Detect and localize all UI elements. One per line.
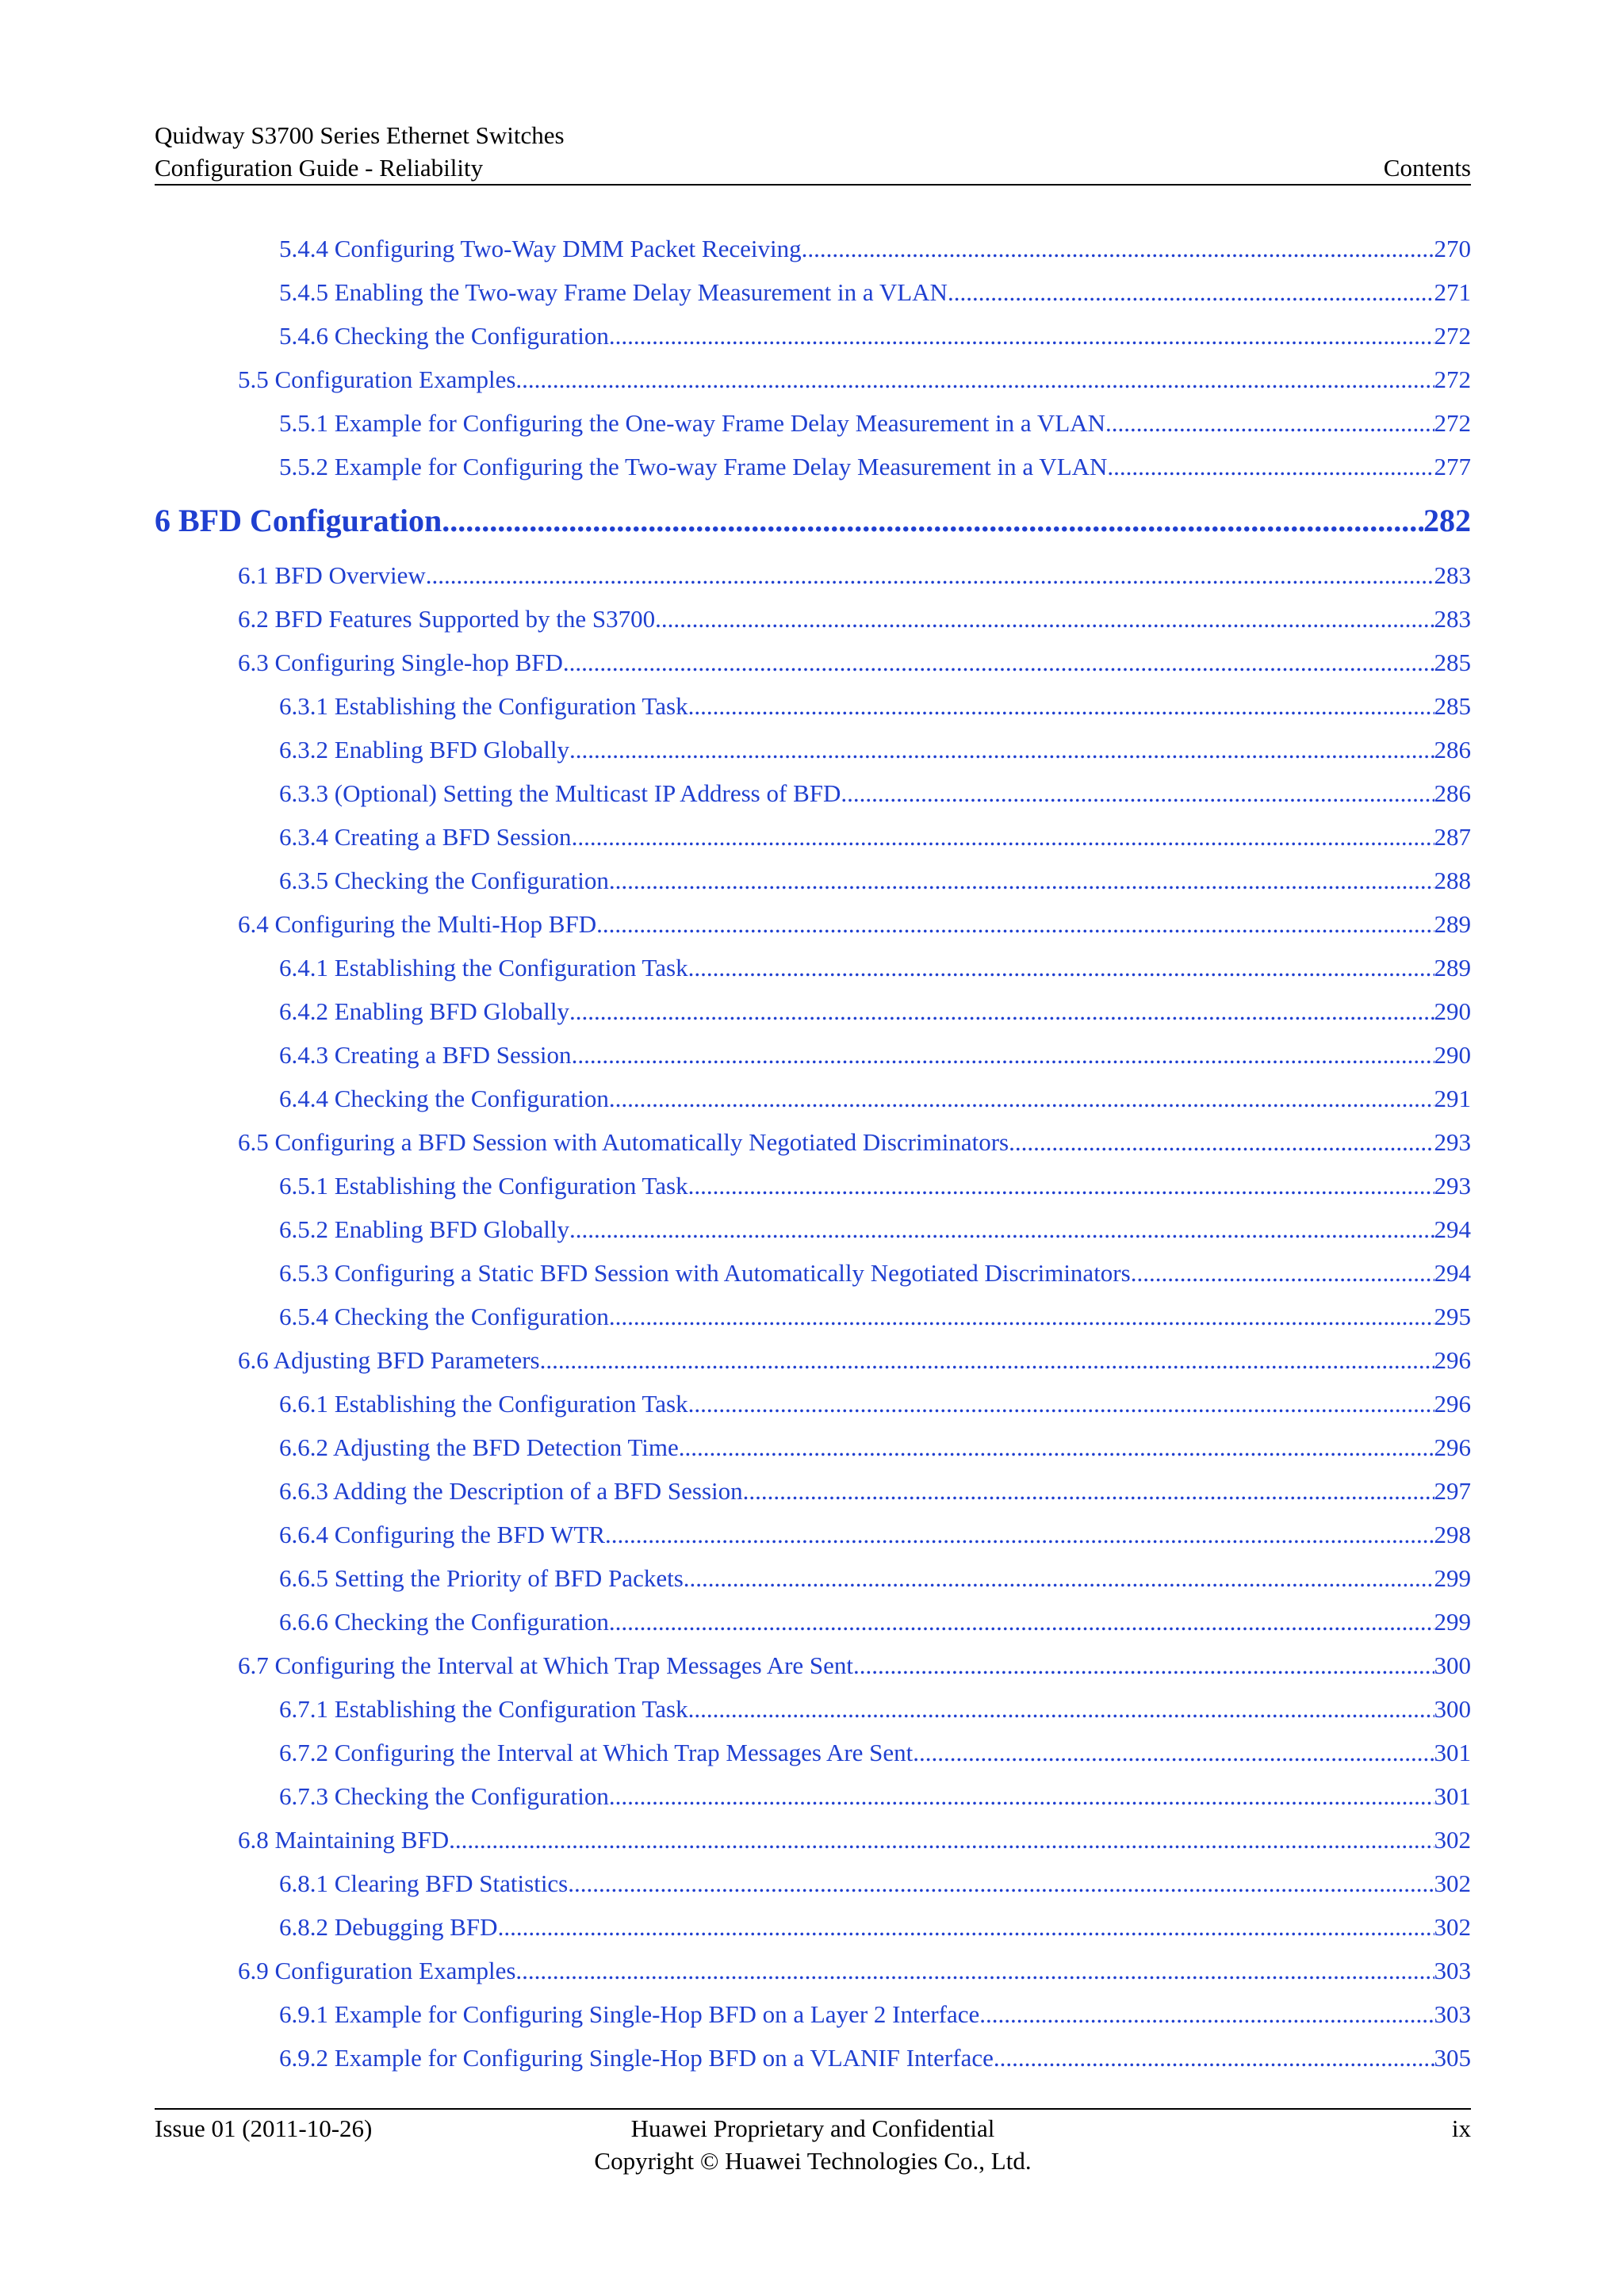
toc-entry-link[interactable] <box>155 401 1471 445</box>
toc-page-number: 300 <box>1434 1695 1471 1723</box>
toc-entry-link[interactable] <box>155 1120 1471 1164</box>
toc-entry-label: 6 BFD Configuration <box>155 503 442 538</box>
toc-page-number: 290 <box>1434 1041 1471 1069</box>
toc-dot-leader <box>572 1033 1434 1077</box>
toc-page-number: 285 <box>1434 649 1471 676</box>
toc-entry-label: 6.4.4 Checking the Configuration <box>279 1085 609 1112</box>
toc-entry-label: 5.5 Configuration Examples <box>238 365 516 393</box>
toc-entry-link[interactable] <box>155 859 1471 902</box>
toc-dot-leader <box>688 1164 1434 1207</box>
issue-date: Issue 01 (2011-10-26) <box>155 2114 373 2142</box>
toc-entry-label: 6.9 Configuration Examples <box>238 1957 516 1984</box>
toc-entry-label: 6.5.1 Establishing the Configuration Task <box>279 1172 688 1200</box>
toc-page-number: 288 <box>1434 867 1471 894</box>
toc-entry-label: 6.5.3 Configuring a Static BFD Session with Automatically Negotiated Discriminators <box>279 1259 1131 1287</box>
toc-entry-link[interactable] <box>155 641 1471 684</box>
toc-dot-leader <box>442 488 1423 553</box>
toc-entry-label: 6.3.3 (Optional) Setting the Multicast IP Address of BFD <box>279 779 841 807</box>
toc-dot-leader <box>655 597 1434 641</box>
toc-entry-label: 5.4.4 Configuring Two-Way DMM Packet Receiving <box>279 235 802 262</box>
toc-dot-leader <box>1009 1120 1434 1164</box>
toc-dot-leader <box>609 1295 1434 1338</box>
toc-entry-link[interactable] <box>155 1905 1471 1949</box>
toc-page-number: 305 <box>1434 2044 1471 2072</box>
toc-entry-link[interactable] <box>155 989 1471 1033</box>
toc-dot-leader <box>609 314 1434 358</box>
product-name: Quidway S3700 Series Ethernet Switches <box>155 121 565 149</box>
toc-entry-link[interactable] <box>155 1164 1471 1207</box>
toc-page-number: 299 <box>1434 1564 1471 1592</box>
toc-page-number: 302 <box>1434 1826 1471 1854</box>
toc-entry-label: 6.6.3 Adding the Description of a BFD Session <box>279 1477 743 1505</box>
toc-entry-link[interactable] <box>155 902 1471 946</box>
toc-dot-leader <box>1105 401 1434 445</box>
toc-dot-leader <box>1131 1251 1434 1295</box>
toc-entry-label: 5.4.6 Checking the Configuration <box>279 322 609 350</box>
toc-entry-link[interactable] <box>155 1338 1471 1382</box>
toc-page-number: 287 <box>1434 823 1471 851</box>
toc-page-number: 282 <box>1423 503 1471 538</box>
toc-page-number: 294 <box>1434 1259 1471 1287</box>
toc-entry-link[interactable] <box>155 946 1471 989</box>
guide-title: Configuration Guide - Reliability <box>155 154 484 182</box>
toc-entry-link[interactable] <box>155 1295 1471 1338</box>
toc-page-number: 300 <box>1434 1651 1471 1679</box>
toc-dot-leader <box>994 2036 1434 2080</box>
toc-entry-link[interactable] <box>155 1251 1471 1295</box>
toc-dot-leader <box>605 1513 1434 1556</box>
toc-entry-link[interactable] <box>155 728 1471 771</box>
toc-page-number: 301 <box>1434 1739 1471 1766</box>
toc-entry-link[interactable] <box>155 1600 1471 1644</box>
toc-page-number: 303 <box>1434 1957 1471 1984</box>
toc-entry-label: 6.7.2 Configuring the Interval at Which Trap Messages Are Sent <box>279 1739 914 1766</box>
page-footer <box>155 2112 1471 2183</box>
toc-dot-leader <box>515 358 1434 401</box>
toc-entry-link[interactable] <box>155 1949 1471 1992</box>
toc-page-number: 271 <box>1434 278 1471 306</box>
toc-dot-leader <box>853 1644 1434 1687</box>
toc-page-number: 270 <box>1434 235 1471 262</box>
toc-dot-leader <box>1107 445 1434 488</box>
toc-entry-link[interactable] <box>155 1513 1471 1556</box>
toc-entry-link[interactable] <box>155 1382 1471 1425</box>
toc-dot-leader <box>449 1818 1434 1862</box>
toc-page-number: 294 <box>1434 1215 1471 1243</box>
toc-entry-link[interactable] <box>155 445 1471 488</box>
toc-dot-leader <box>498 1905 1434 1949</box>
toc-dot-leader <box>426 553 1434 597</box>
toc-dot-leader <box>515 1949 1434 1992</box>
toc-entry-label: 6.4.1 Establishing the Configuration Task <box>279 954 688 982</box>
toc-entry-label: 6.7.3 Checking the Configuration <box>279 1782 609 1810</box>
toc-dot-leader <box>540 1338 1434 1382</box>
toc-page-number: 293 <box>1434 1172 1471 1200</box>
toc-page-number: 290 <box>1434 997 1471 1025</box>
toc-page-number: 285 <box>1434 692 1471 720</box>
toc-entry-link[interactable] <box>155 1992 1471 2036</box>
toc-entry-link[interactable] <box>155 1077 1471 1120</box>
toc-entry-link[interactable] <box>155 1774 1471 1818</box>
toc-entry-label: 6.2 BFD Features Supported by the S3700 <box>238 605 656 633</box>
toc-dot-leader <box>609 859 1434 902</box>
toc-entry-link[interactable] <box>155 1818 1471 1862</box>
page-header <box>155 119 1471 184</box>
toc-dot-leader <box>979 1992 1434 2036</box>
toc-entry-label: 6.6 Adjusting BFD Parameters <box>238 1346 540 1374</box>
proprietary-notice: Huawei Proprietary and Confidential <box>630 2114 995 2142</box>
toc-page-number: 293 <box>1434 1128 1471 1156</box>
toc-entry-link[interactable] <box>155 684 1471 728</box>
toc-entry-label: 5.5.1 Example for Configuring the One-way Frame Delay Measurement in a VLAN <box>279 409 1105 437</box>
toc-entry-label: 6.8.2 Debugging BFD <box>279 1913 498 1941</box>
toc-page-number: 296 <box>1434 1346 1471 1374</box>
header-row <box>155 151 1471 184</box>
toc-page-number: 289 <box>1434 910 1471 938</box>
page-number: ix <box>1451 2114 1471 2142</box>
toc-dot-leader <box>688 684 1434 728</box>
toc-entry-label: 6.6.1 Establishing the Configuration Task <box>279 1390 688 1418</box>
toc-entry-link[interactable] <box>155 2036 1471 2080</box>
toc-entry-link[interactable] <box>155 1033 1471 1077</box>
toc-dot-leader <box>913 1731 1434 1774</box>
toc-entry-label: 6.4.2 Enabling BFD Globally <box>279 997 569 1025</box>
toc-page-number: 295 <box>1434 1303 1471 1330</box>
toc-dot-leader <box>688 1382 1434 1425</box>
section-title: Contents <box>1383 154 1471 182</box>
toc-entry-label: 5.4.5 Enabling the Two-way Frame Delay Measurement in a VLAN <box>279 278 948 306</box>
toc-entry-label: 6.6.5 Setting the Priority of BFD Packets <box>279 1564 684 1592</box>
toc-entry-link[interactable] <box>155 597 1471 641</box>
toc-entry-label: 6.3.5 Checking the Configuration <box>279 867 609 894</box>
toc-entry-link[interactable] <box>155 1469 1471 1513</box>
footer-divider <box>155 2108 1471 2110</box>
toc-dot-leader <box>572 815 1434 859</box>
toc-entry-link[interactable] <box>155 553 1471 597</box>
toc-entry-label: 6.3.1 Establishing the Configuration Task <box>279 692 688 720</box>
toc-dot-leader <box>841 771 1434 815</box>
toc-entry-label: 6.9.2 Example for Configuring Single-Hop BFD on a VLANIF Interface <box>279 2044 994 2072</box>
toc-page-number: 296 <box>1434 1433 1471 1461</box>
toc-entry-link[interactable] <box>155 1556 1471 1600</box>
toc-page-number: 289 <box>1434 954 1471 982</box>
toc-page-number: 283 <box>1434 561 1471 589</box>
toc-dot-leader <box>948 270 1434 314</box>
toc-entry-link[interactable] <box>155 815 1471 859</box>
toc-dot-leader <box>569 728 1434 771</box>
toc-page-number: 272 <box>1434 365 1471 393</box>
toc-entry-link[interactable] <box>155 1687 1471 1731</box>
toc-page-number: 302 <box>1434 1913 1471 1941</box>
toc-dot-leader <box>609 1774 1434 1818</box>
toc-dot-leader <box>609 1600 1434 1644</box>
toc-dot-leader <box>802 227 1434 270</box>
copyright-notice: Copyright © Huawei Technologies Co., Ltd. <box>594 2147 1032 2175</box>
toc-dot-leader <box>596 902 1434 946</box>
toc-entry-label: 6.6.4 Configuring the BFD WTR <box>279 1521 606 1548</box>
toc-page-number: 301 <box>1434 1782 1471 1810</box>
toc-dot-leader <box>563 641 1434 684</box>
toc-entry-label: 5.5.2 Example for Configuring the Two-way Frame Delay Measurement in a VLAN <box>279 453 1108 480</box>
header-divider <box>155 184 1471 186</box>
toc-entry-label: 6.4 Configuring the Multi-Hop BFD <box>238 910 597 938</box>
toc-entry-link[interactable] <box>155 1644 1471 1687</box>
toc-entry-link[interactable] <box>155 1731 1471 1774</box>
toc-page-number: 299 <box>1434 1608 1471 1636</box>
toc-entry-link[interactable] <box>155 1207 1471 1251</box>
toc-dot-leader <box>679 1425 1434 1469</box>
toc-dot-leader <box>569 989 1434 1033</box>
toc-entry-label: 6.5.4 Checking the Configuration <box>279 1303 609 1330</box>
toc-entry-label: 6.3.4 Creating a BFD Session <box>279 823 572 851</box>
table-of-contents <box>155 227 1471 2080</box>
toc-dot-leader <box>568 1862 1434 1905</box>
toc-dot-leader <box>743 1469 1434 1513</box>
toc-entry-link[interactable] <box>155 314 1471 358</box>
toc-entry-label: 6.8 Maintaining BFD <box>238 1826 450 1854</box>
toc-dot-leader <box>609 1077 1434 1120</box>
toc-entry-label: 6.1 BFD Overview <box>238 561 426 589</box>
toc-entry-link[interactable] <box>155 771 1471 815</box>
toc-chapter-link[interactable] <box>155 488 1471 553</box>
toc-entry-label: 6.7 Configuring the Interval at Which Trap Messages Are Sent <box>238 1651 854 1679</box>
toc-page-number: 291 <box>1434 1085 1471 1112</box>
toc-entry-link[interactable] <box>155 1425 1471 1469</box>
toc-page-number: 272 <box>1434 409 1471 437</box>
toc-dot-leader <box>688 946 1434 989</box>
toc-entry-label: 6.5.2 Enabling BFD Globally <box>279 1215 569 1243</box>
toc-dot-leader <box>569 1207 1434 1251</box>
toc-page-number: 286 <box>1434 736 1471 763</box>
footer-center <box>155 2112 1471 2177</box>
toc-entry-link[interactable] <box>155 227 1471 270</box>
toc-entry-label: 6.5 Configuring a BFD Session with Automatically Negotiated Discriminators <box>238 1128 1009 1156</box>
toc-page-number: 283 <box>1434 605 1471 633</box>
toc-page-number: 272 <box>1434 322 1471 350</box>
toc-entry-label: 6.8.1 Clearing BFD Statistics <box>279 1869 569 1897</box>
toc-page-number: 286 <box>1434 779 1471 807</box>
toc-page-number: 277 <box>1434 453 1471 480</box>
toc-entry-label: 6.4.3 Creating a BFD Session <box>279 1041 572 1069</box>
toc-entry-link[interactable] <box>155 1862 1471 1905</box>
toc-page-number: 303 <box>1434 2000 1471 2028</box>
toc-page-number: 302 <box>1434 1869 1471 1897</box>
toc-dot-leader <box>684 1556 1434 1600</box>
toc-entry-label: 6.6.2 Adjusting the BFD Detection Time <box>279 1433 679 1461</box>
toc-page-number: 296 <box>1434 1390 1471 1418</box>
toc-entry-link[interactable] <box>155 270 1471 314</box>
toc-entry-label: 6.9.1 Example for Configuring Single-Hop BFD on a Layer 2 Interface <box>279 2000 980 2028</box>
toc-entry-label: 6.7.1 Establishing the Configuration Task <box>279 1695 688 1723</box>
toc-entry-label: 6.3.2 Enabling BFD Globally <box>279 736 569 763</box>
toc-entry-label: 6.6.6 Checking the Configuration <box>279 1608 609 1636</box>
toc-entry-label: 6.3 Configuring Single-hop BFD <box>238 649 563 676</box>
toc-page-number: 298 <box>1434 1521 1471 1548</box>
toc-page-number: 297 <box>1434 1477 1471 1505</box>
toc-entry-link[interactable] <box>155 358 1471 401</box>
toc-dot-leader <box>688 1687 1434 1731</box>
